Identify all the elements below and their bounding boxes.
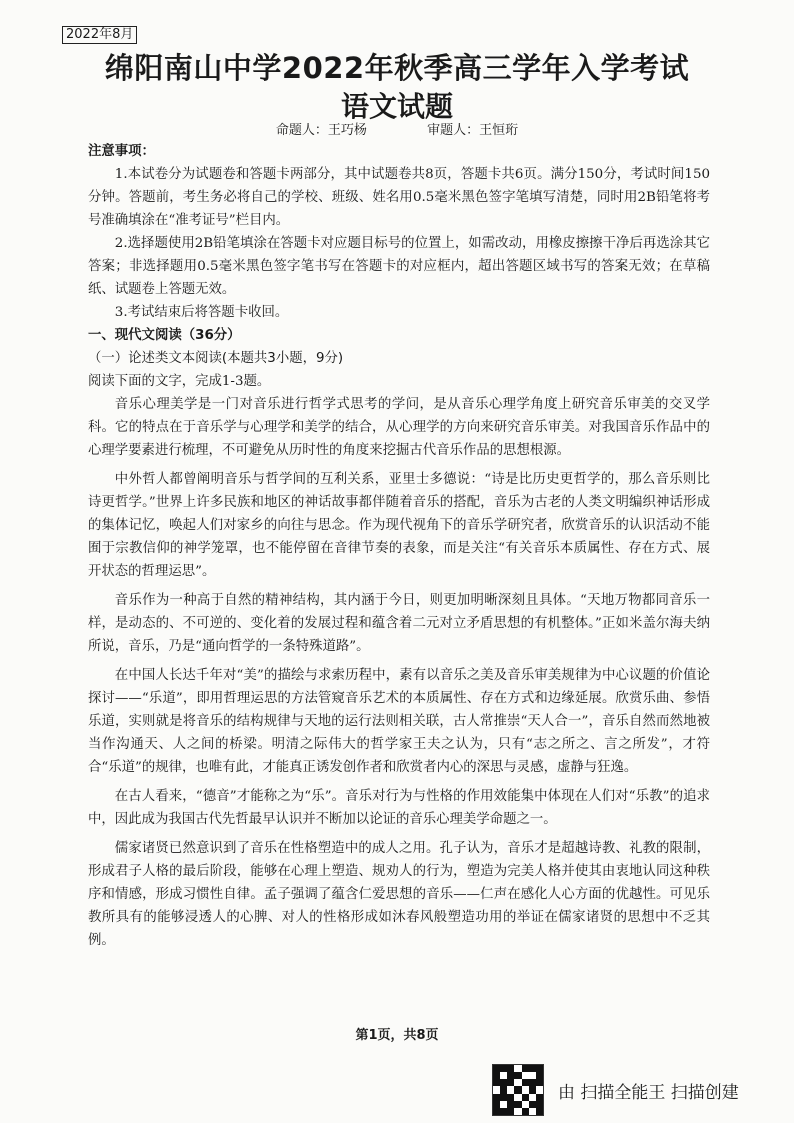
exam-subject: 语文试题 — [340, 90, 453, 123]
section-heading: 一、现代文阅读（36分） — [88, 328, 241, 343]
exam-title: 绵阳南山中学2022年秋季高三学年入学考试 — [104, 51, 690, 85]
notice-item-2: 2.选择题使用2B铅笔填涂在答题卡对应题目标号的位置上，如需改动，用橡皮擦擦干净后再选涂其它答案；非选择题用0.5毫米黑色签字笔书写在答题卡的对应框内，超出答题区域书写的答案无效；在草稿纸、试题卷上答题无效。 — [88, 236, 710, 297]
authors-line — [0, 122, 794, 140]
passage-paragraph-5: 在古人看来，“德音”才能称之为“乐”。音乐对行为与性格的作用效能集中体现在人们对“乐教”的追求中，因此成为我国古代先哲最早认识并不断加以论证的音乐心理美学命题之一。 — [88, 789, 710, 827]
subsection-heading: （一）论述类文本阅读(本题共3小题，9分) — [88, 351, 344, 366]
notice-item-3: 3.考试结束后将答题卡收回。 — [114, 305, 289, 320]
passage-paragraph-1: 音乐心理美学是一门对音乐进行哲学式思考的学问，是从音乐心理学角度上研究音乐审美的交叉学科。它的特点在于音乐学与心理学和美学的结合，从心理学的方向来研究音乐审美。对我国音乐作品中的心理学要素进行梳理，不可避免从历时性的角度来挖掘古代音乐作品的思想根源。 — [88, 397, 710, 458]
qr-code-icon — [492, 1064, 544, 1116]
passage-paragraph-3: 音乐作为一种高于自然的精神结构，其内涵于今日，则更加明晰深刻且具体。“天地万物都同音乐一样，是动态的、不可逆的、变化着的发展过程和蕴含着二元对立矛盾思想的有机整体。”正如米盖尔海夫纳所说，音乐，乃是“通向哲学的一条特殊道路”。 — [88, 593, 710, 654]
notice-item-1: 1.本试卷分为试题卷和答题卡两部分，其中试题卷共8页，答题卡共6页。满分150分，考试时间150分钟。答题前，考生务必将自己的学校、班级、姓名用0.5毫米黑色签字笔填写清楚，同时用2B铅笔将考号准确填涂在“准考证号”栏目内。 — [88, 167, 710, 228]
notice-heading: 注意事项： — [88, 144, 155, 159]
passage-paragraph-2: 中外哲人都曾阐明音乐与哲学间的互利关系，亚里士多德说：“诗是比历史更哲学的，那么音乐则比诗更哲学。”世界上许多民族和地区的神话故事都伴随着音乐的搭配，音乐为古老的人类文明编织神话形成的集体记忆，唤起人们对家乡的向往与思念。作为现代视角下的音乐学研究者，欣赏音乐的认识活动不能囿于宗教信仰的神学笼罩，也不能停留在音律节奏的表象，而是关注“有关音乐本质属性、存在方式、展开状态的哲理运思”。 — [88, 472, 710, 579]
scanner-watermark — [492, 1062, 782, 1118]
exam-content — [88, 140, 710, 952]
date-stamp: 2022年8月 — [62, 26, 137, 44]
passage-paragraph-4: 在中国人长达千年对“美”的描绘与求索历程中，素有以音乐之美及音乐审美规律为中心议题的价值论探讨——“乐道”，即用哲理运思的方法管窥音乐艺术的本质属性、存在方式和边缘延展。欣赏乐曲、参悟乐道，实则就是将音乐的结构规律与天地的运行法则相关联，古人常推崇“天人合一”，音乐自然而然地被当作沟通天、人之间的桥梁。明清之际伟大的哲学家王夫之认为，只有“志之所之、言之所发”，才符合“乐道”的规律，也唯有此，才能真正诱发创作者和欣赏者内心的深思与灵感，虚静与狂逸。 — [88, 668, 710, 775]
page-number: 第1页，共8页 — [355, 1028, 439, 1043]
reviewer-name: 审题人：王恒珩 — [427, 123, 519, 138]
reading-instruction: 阅读下面的文字，完成1-3题。 — [88, 374, 271, 389]
passage-paragraph-6: 儒家诸贤已然意识到了音乐在性格塑造中的成人之用。孔子认为，音乐才是超越诗教、礼教的限制，形成君子人格的最后阶段，能够在心理上塑造、规劝人的行为，塑造为完美人格并使其由衷地认同这种秩序和情感，形成习惯性自律。孟子强调了蕴含仁爱思想的音乐——仁声在感化人心方面的优越性。可见乐教所具有的能够浸透人的心脾、对人的性格形成如沐春风般塑造功用的举证在儒家诸贤的思想中不乏其例。 — [88, 841, 710, 948]
watermark-text: 由 扫描全能王 扫描创建 — [558, 1082, 739, 1103]
setter-name: 命题人：王巧杨 — [275, 123, 367, 138]
